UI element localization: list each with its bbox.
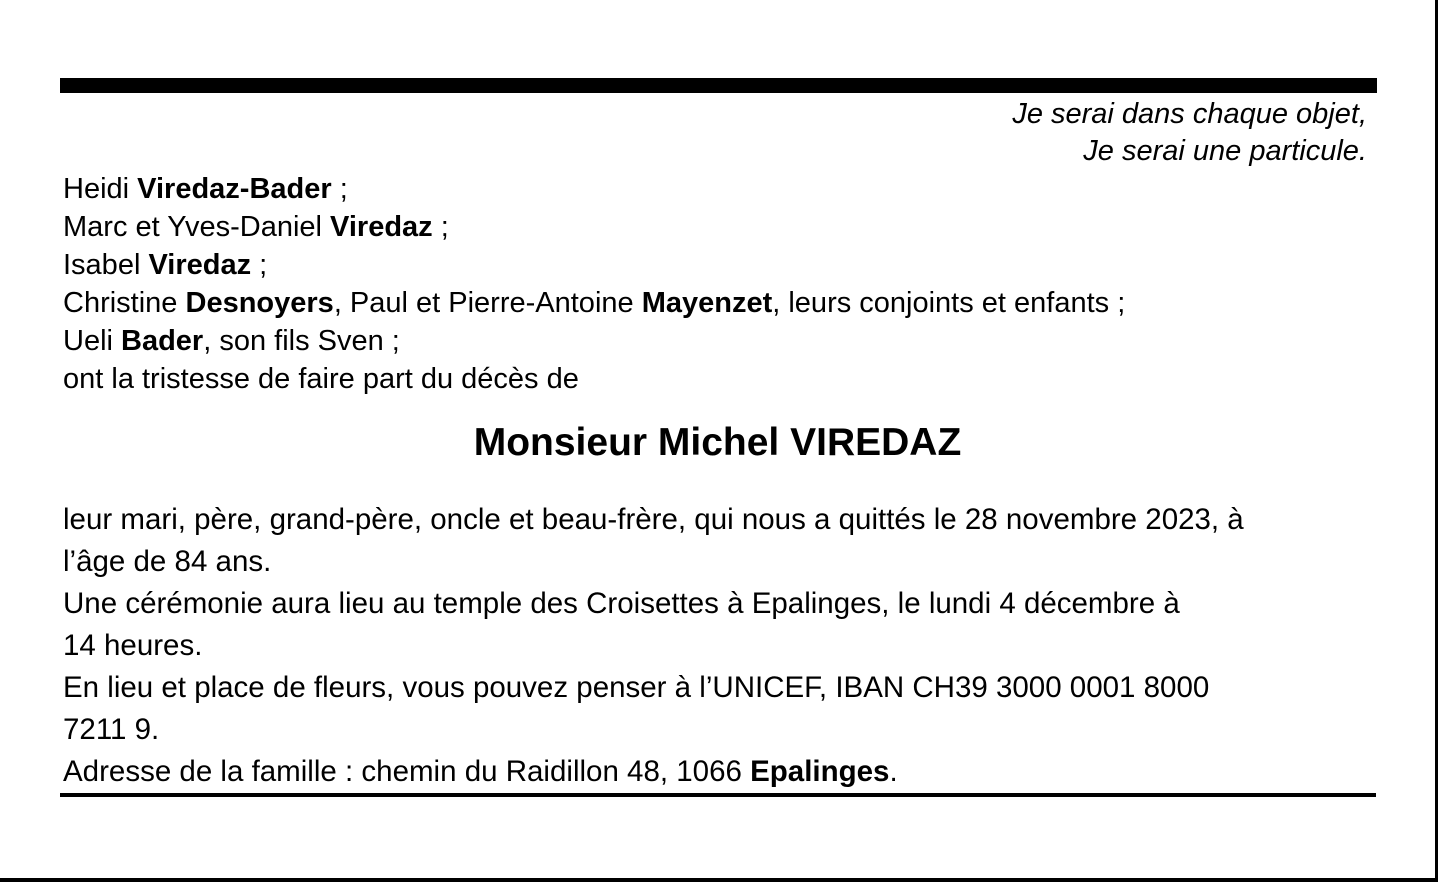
bottom-rule <box>60 793 1376 797</box>
text-segment: Isabel <box>63 249 149 281</box>
body-line <box>63 751 1244 793</box>
name-emphasis: Viredaz <box>148 249 252 281</box>
text-segment: Heidi <box>63 173 138 205</box>
family-line <box>63 170 1125 208</box>
text-segment: 14 heures. <box>63 629 203 662</box>
family-block <box>63 170 1125 398</box>
body-line <box>63 541 1244 583</box>
body-line <box>63 709 1244 751</box>
text-segment: , Paul et Pierre-Antoine <box>333 287 642 319</box>
name-emphasis: Epalinges <box>750 755 890 788</box>
notice-title: Monsieur Michel VIREDAZ <box>473 421 962 464</box>
epigraph-line: Je serai une particule. <box>1083 135 1367 167</box>
body-line <box>63 499 1244 541</box>
epigraph <box>1012 96 1367 170</box>
epigraph-line: Je serai dans chaque objet, <box>1012 98 1367 130</box>
name-emphasis: Mayenzet <box>641 287 773 319</box>
body-line <box>63 583 1244 625</box>
family-line <box>63 360 1125 398</box>
text-segment: . <box>889 755 898 788</box>
family-line <box>63 322 1125 360</box>
family-line <box>63 284 1125 322</box>
text-segment: Ueli <box>63 325 122 357</box>
text-segment: Une cérémonie aura lieu au temple des Croisettes à Epalinges, le lundi 4 décembre à <box>63 587 1180 620</box>
top-rule <box>60 78 1377 93</box>
text-segment: 7211 9. <box>63 713 160 746</box>
text-segment: leur mari, père, grand-père, oncle et beau-frère, qui nous a quittés le 28 novembre 2023, à <box>63 503 1244 536</box>
name-emphasis: Bader <box>121 325 204 357</box>
body-line <box>63 667 1244 709</box>
name-emphasis: Viredaz-Bader <box>137 173 332 205</box>
text-segment: l’âge de 84 ans. <box>63 545 272 578</box>
body-block <box>63 499 1244 793</box>
text-segment: , son fils Sven ; <box>203 325 400 357</box>
name-emphasis: Desnoyers <box>185 287 334 319</box>
body-line <box>63 625 1244 667</box>
family-line <box>63 246 1125 284</box>
text-segment: ; <box>331 173 348 205</box>
text-segment: ; <box>251 249 268 281</box>
text-segment: Adresse de la famille : chemin du Raidillon 48, 1066 <box>63 755 751 788</box>
family-line <box>63 208 1125 246</box>
text-segment: ; <box>432 211 449 243</box>
text-segment: , leurs conjoints et enfants ; <box>772 287 1126 319</box>
text-segment: Marc et Yves-Daniel <box>63 211 331 243</box>
text-segment: Christine <box>63 287 186 319</box>
text-segment: ont la tristesse de faire part du décès de <box>63 363 579 395</box>
name-emphasis: Viredaz <box>330 211 433 243</box>
text-segment: En lieu et place de fleurs, vous pouvez penser à l’UNICEF, IBAN CH39 3000 0001 8000 <box>63 671 1210 704</box>
